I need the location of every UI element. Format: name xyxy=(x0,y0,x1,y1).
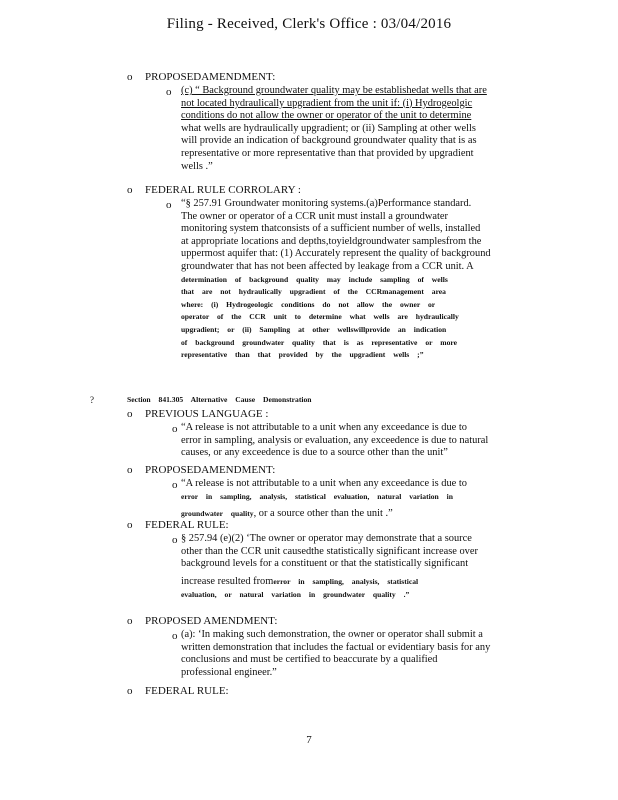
text-line: (a): ‘In making such demonstration, the owner or operator shall submit a xyxy=(181,629,483,640)
bullet-icon: o xyxy=(127,685,133,697)
text-line: increase resulted from xyxy=(181,575,274,587)
section-marker: ? xyxy=(90,395,94,405)
sub-bullet-icon: o xyxy=(172,630,178,642)
text-line: monitoring system thatconsists of a sufficient number of wells, installed xyxy=(181,223,481,235)
text-line: § 257.94 (e)(2) ‘The owner or operator may demonstrate that a source xyxy=(181,533,472,544)
text-line-small: error in sampling, analysis, statistical evaluation, natural variation in xyxy=(181,491,453,501)
proposed-amendment-3-text xyxy=(181,629,490,679)
text-line: background levels for a constituent or that the statistically significant xyxy=(181,558,469,570)
text-line-small: of background groundwater quality that is as representative or more xyxy=(181,337,457,347)
item-label-federal-rule-final: FEDERAL RULE: xyxy=(145,685,229,697)
text-line: written demonstration that includes the factual or evidentiary basis for any xyxy=(181,641,491,653)
proposed-amendment-text xyxy=(181,85,487,173)
text-line-small: representative than that provided by the upgradient wells ;” xyxy=(181,350,424,360)
page-number: 7 xyxy=(306,734,312,746)
item-label-proposed-amendment: PROPOSEDAMENDMENT: xyxy=(145,71,276,83)
text-line-small: that are not hydraulically upgradient of the CCRmanagement area xyxy=(181,287,446,297)
item-label-previous-language: PREVIOUS LANGUAGE : xyxy=(145,408,269,420)
text-line: (c) “ Background groundwater quality may be establishedat wells that are xyxy=(181,85,487,96)
text-line: other than the CCR unit causedthe statistically significant increase over xyxy=(181,545,478,557)
bullet-icon: o xyxy=(127,464,133,476)
text-line: “§ 257.91 Groundwater monitoring systems.(a)Performance standard. xyxy=(181,198,472,209)
text-line-small: upgradient; or (ii) Sampling at other wellswillprovide an indication xyxy=(181,324,447,334)
text-line: not located hydraulically upgradient from the unit if: (i) Hydrogeolgic xyxy=(181,97,473,109)
sub-bullet-icon: o xyxy=(172,423,178,435)
text-line: at appropriate locations and depths,toyieldgroundwater samplesfrom the xyxy=(181,235,482,247)
sub-bullet-icon: o xyxy=(166,199,172,211)
text-line: groundwater that has not been affected by leakage from a CCR unit. A xyxy=(181,260,474,272)
text-line: representative or more representative than that provided by upgradient xyxy=(181,147,474,159)
text-line: professional engineer.” xyxy=(181,666,277,678)
item-label-proposed-amendment-3: PROPOSED AMENDMENT: xyxy=(145,615,278,627)
proposed-amendment-2-text xyxy=(181,478,467,521)
text-line: wells .” xyxy=(181,160,213,172)
federal-rule-corollary-text xyxy=(181,198,491,362)
bullet-icon: o xyxy=(127,615,133,627)
text-line-small: operator of the CCR unit to determine what wells are hydraulically xyxy=(181,312,459,322)
section-heading: Section 841.305 Alternative Cause Demonstration xyxy=(127,395,312,404)
text-line: conclusions and must be certified to beaccurate by a qualified xyxy=(181,654,438,666)
text-line-small: where: (i) Hydrogeologic conditions do not allow the owner or xyxy=(181,299,436,309)
sub-bullet-icon: o xyxy=(166,86,172,98)
page-header: Filing - Received, Clerk's Office : 03/04/2016 xyxy=(166,16,452,32)
bullet-icon: o xyxy=(127,71,133,83)
text-line: conditions do not allow the owner or operator of the unit to determine xyxy=(181,110,472,122)
bullet-icon: o xyxy=(127,408,133,420)
sub-bullet-icon: o xyxy=(172,479,178,491)
previous-language-text xyxy=(181,422,488,460)
text-line: uppermost aquifer that: (1) Accurately represent the quality of background xyxy=(181,248,491,260)
text-line: “A release is not attributable to a unit when any exceedance is due to xyxy=(181,478,467,489)
text-line-small: determination of background quality may include sampling of wells xyxy=(181,274,448,284)
federal-rule-text xyxy=(181,533,478,601)
text-line: what wells are hydraulically upgradient; or (ii) Sampling at other wells xyxy=(181,122,476,134)
item-label-federal-rule: FEDERAL RULE: xyxy=(145,519,229,531)
text-line-small: evaluation, or natural variation in groundwater quality .” xyxy=(181,589,410,599)
text-line: , or a source other than the unit .” xyxy=(253,508,393,520)
text-line: The owner or operator of a CCR unit must install a groundwater xyxy=(181,210,448,222)
text-line: error in sampling, analysis or evaluation, any exceedence is due to natural xyxy=(181,434,489,446)
text-line-small: groundwater quality xyxy=(181,509,254,519)
item-label-federal-rule-corollary: FEDERAL RULE CORROLARY : xyxy=(145,184,301,196)
item-label-proposed-amendment-2: PROPOSEDAMENDMENT: xyxy=(145,464,276,476)
bullet-icon: o xyxy=(127,519,133,531)
text-line: “A release is not attributable to a unit when any exceedance is due to xyxy=(181,422,467,433)
sub-bullet-icon: o xyxy=(172,534,178,546)
text-line-mixed xyxy=(181,571,478,589)
text-line: causes, or any exceedence is due to a source other than the unit” xyxy=(181,447,448,459)
text-line-small: error in sampling, analysis, statistical xyxy=(273,576,419,586)
text-line: will provide an indication of background groundwater quality that is as xyxy=(181,135,477,147)
bullet-icon: o xyxy=(127,184,133,196)
